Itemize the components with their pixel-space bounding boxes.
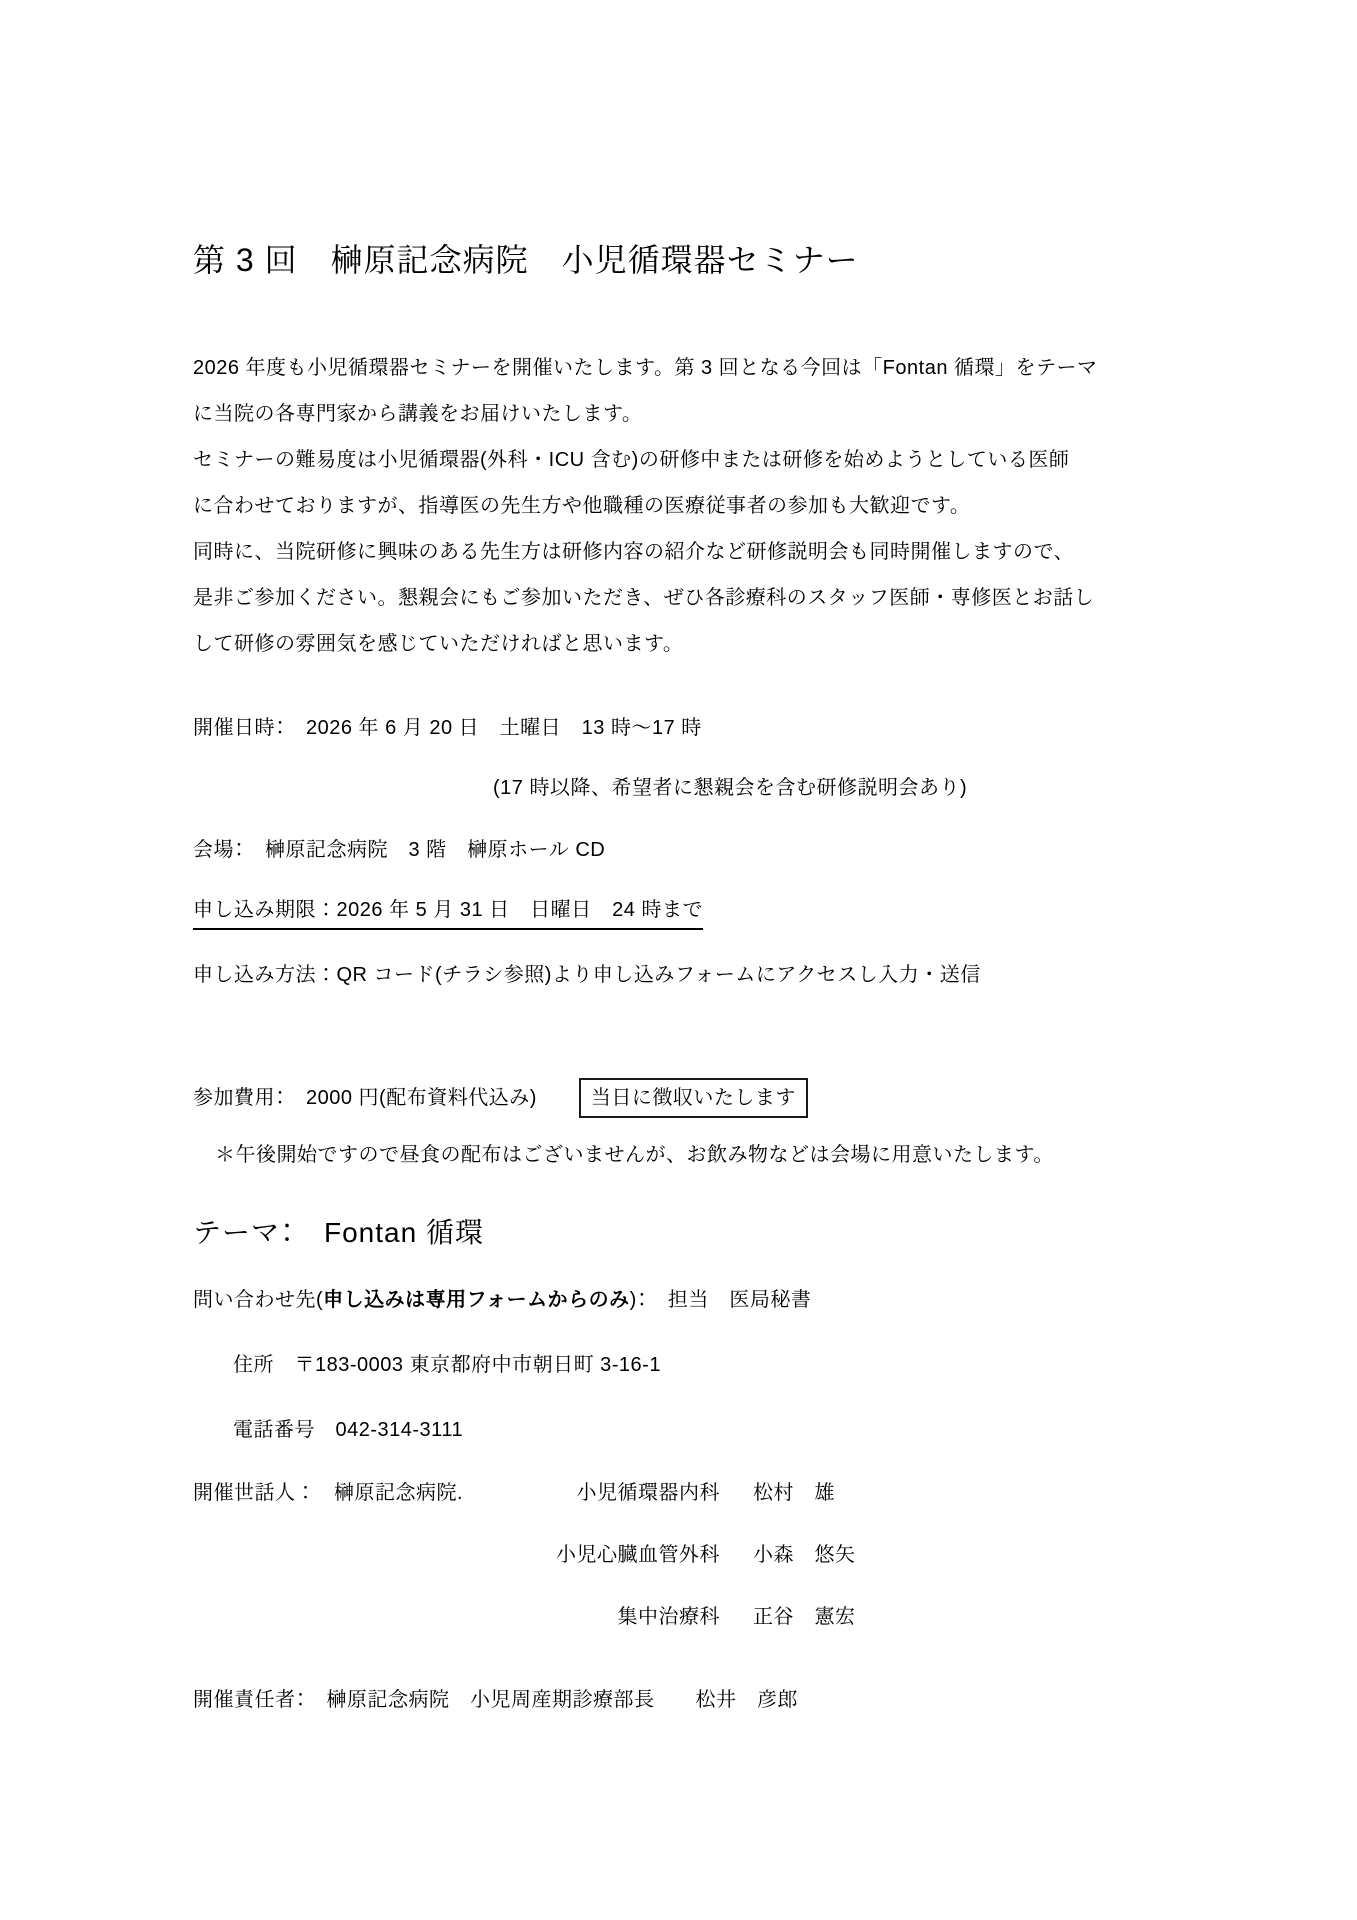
- application-method-line: 申し込み方法：QR コード(チラシ参照)より申し込みフォームにアクセスし入力・送信: [193, 964, 981, 986]
- contact-line: [193, 1286, 811, 1314]
- intro-line: に合わせておりますが、指導医の先生方や他職種の医療従事者の参加も大歓迎です。: [193, 495, 971, 517]
- contact-suffix: )： 担当 医局秘書: [629, 1289, 812, 1311]
- fee-text: 参加費用： 2000 円(配布資料代込み): [193, 1087, 537, 1109]
- contact-phone: 電話番号 042-314-3111: [233, 1419, 464, 1441]
- organizers-row-1-left: [193, 1479, 720, 1507]
- schedule-note: (17 時以降、希望者に懇親会を含む研修説明会あり): [493, 777, 968, 799]
- organizer-name: 小森 悠矢: [753, 1544, 856, 1566]
- intro-line: 同時に、当院研修に興味のある先生方は研修内容の紹介など研修説明会も同時開催しますので、: [193, 541, 1075, 563]
- deadline-line: [193, 896, 703, 930]
- theme-line: テーマ： Fontan 循環: [193, 1217, 484, 1248]
- spacer: [193, 1541, 556, 1569]
- organizer-name: 正谷 憲宏: [753, 1606, 856, 1628]
- fee-boxed-note: 当日に徴収いたします: [579, 1078, 808, 1118]
- contact-prefix: 問い合わせ先(: [193, 1289, 324, 1311]
- spacer: [463, 1479, 576, 1507]
- organizers-row-1: [193, 1479, 835, 1507]
- intro-line: に当院の各専門家から講義をお届けいたします。: [193, 403, 643, 425]
- intro-paragraph: [193, 345, 1098, 667]
- schedule-line: 開催日時： 2026 年 6 月 20 日 土曜日 13 時～17 時: [193, 717, 702, 739]
- organizers-hospital: 榊原記念病院.: [334, 1482, 464, 1504]
- intro-line: して研修の雰囲気を感じていただければと思います。: [193, 633, 684, 655]
- deadline-underlined-text: 申し込み期限：2026 年 5 月 31 日 日曜日 24 時まで: [193, 896, 703, 930]
- organizers-row-2: [193, 1541, 856, 1569]
- responsible-person-line: 開催責任者： 榊原記念病院 小児周産期診療部長 松井 彦郎: [193, 1689, 798, 1711]
- contact-bold-note: 申し込みは専用フォームからのみ: [323, 1289, 630, 1311]
- intro-line: 2026 年度も小児循環器セミナーを開催いたします。第 3 回となる今回は「Fontan 循環」をテーマ: [193, 357, 1098, 379]
- venue-line: 会場： 榊原記念病院 3 階 榊原ホール CD: [193, 839, 606, 861]
- organizer-dept: 小児心臓血管外科: [556, 1544, 720, 1566]
- spacer: [193, 1603, 618, 1631]
- fee-line: [193, 1078, 808, 1118]
- intro-line: 是非ご参加ください。懇親会にもご参加いただき、ぜひ各診療科のスタッフ医師・専修医とお話し: [193, 587, 1095, 609]
- organizer-dept: 小児循環器内科: [576, 1482, 720, 1504]
- intro-line: セミナーの難易度は小児循環器(外科・ICU 含む)の研修中または研修を始めようとしている医師: [193, 449, 1070, 471]
- organizers-row-3: [193, 1603, 856, 1631]
- organizer-dept: 集中治療科: [617, 1606, 720, 1628]
- organizers-row-3-left: [193, 1603, 720, 1631]
- organizer-name: 松村 雄: [753, 1482, 835, 1504]
- page-title: 第 3 回 榊原記念病院 小児循環器セミナー: [193, 242, 859, 278]
- organizers-label: 開催世話人：: [193, 1482, 316, 1504]
- contact-address: 住所 〒183-0003 東京都府中市朝日町 3-16-1: [233, 1354, 661, 1376]
- organizers-row-2-left: [193, 1541, 720, 1569]
- fee-footnote: ＊午後開始ですので昼食の配布はございませんが、お飲み物などは会場に用意いたします。: [215, 1144, 1054, 1166]
